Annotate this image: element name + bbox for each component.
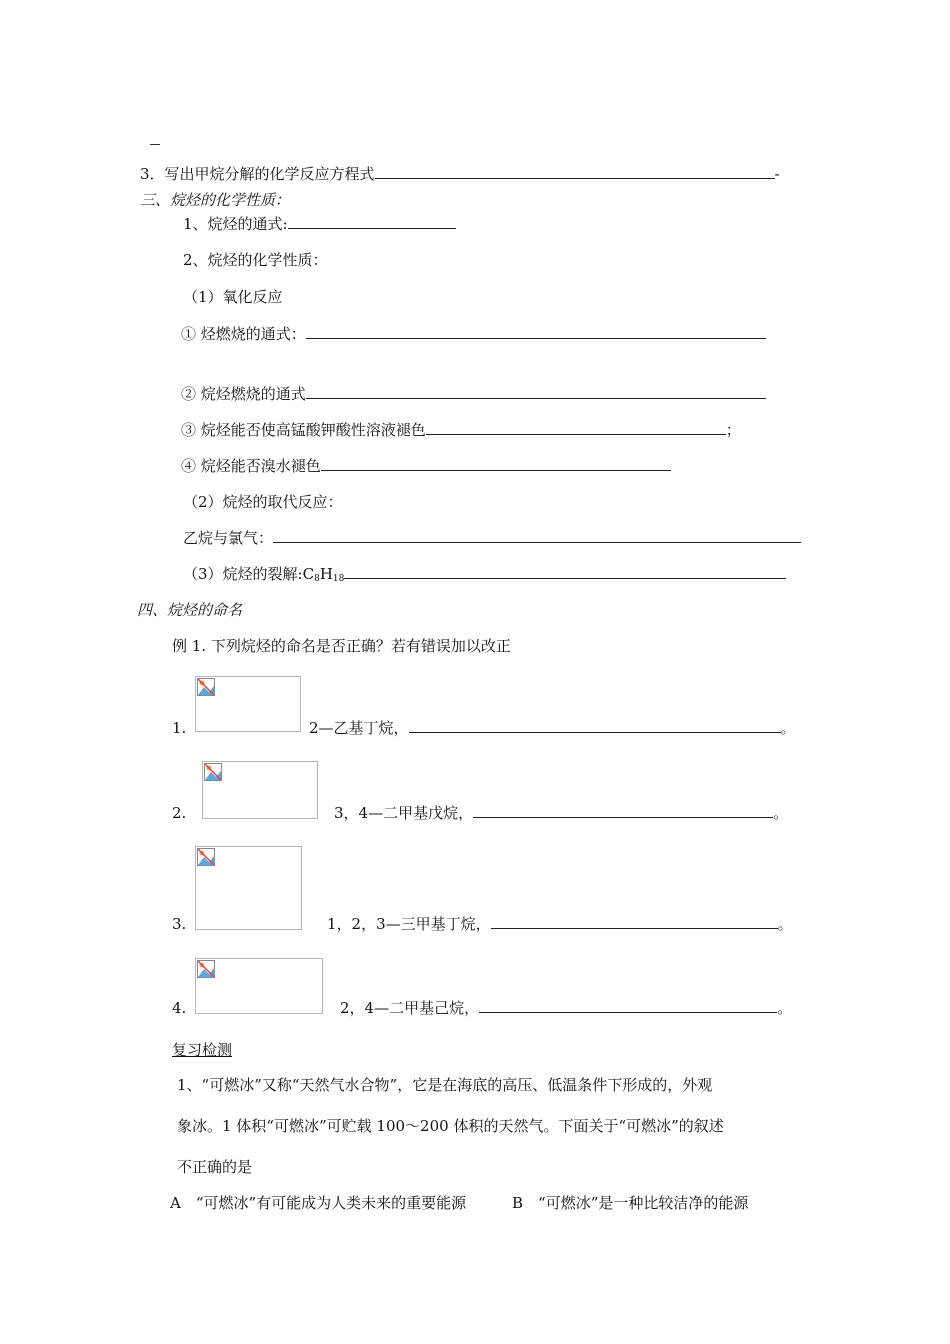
cracking-question (183, 564, 786, 589)
broken-image-icon (197, 960, 215, 978)
given-name: 1，2，3—三甲基丁烷， (327, 915, 491, 933)
hydrogen-symbol: H (319, 565, 333, 583)
kmno4-question (181, 420, 741, 440)
answer-blank[interactable] (491, 914, 778, 929)
given-name: 2，4—二甲基己烷， (340, 999, 480, 1017)
period: 。 (780, 719, 796, 737)
naming-item-3-answer (327, 914, 793, 934)
end-mark: - (774, 165, 780, 183)
review-q1-line2: 象冰。1 体积“可燃冰”可贮载 100～200 体积的天然气。下面关于“可燃冰”的叙述 (177, 1117, 724, 1135)
item-number: 4. (172, 999, 187, 1017)
question-3-text: 3．写出甲烷分解的化学反应方程式 (140, 165, 375, 183)
answer-blank[interactable] (426, 420, 726, 435)
naming-item-4-answer (340, 998, 792, 1018)
substitution-label: （2）烷烃的取代反应： (183, 493, 343, 511)
oxidation-label: （1）氧化反应 (183, 288, 283, 306)
subscript-8: 8 (314, 574, 320, 584)
naming-item-2-answer (334, 803, 788, 823)
naming-item-3 (172, 914, 186, 934)
example-1: 例 1. 下列烷烃的命名是否正确？若有错误加以改正 (172, 637, 511, 655)
period: 。 (777, 915, 793, 933)
broken-image-icon (197, 848, 215, 866)
review-q1-line1: 1、“可燃冰”又称“天然气水合物”，它是在海底的高压、低温条件下形成的，外观 (177, 1076, 713, 1094)
naming-item-4 (172, 998, 186, 1018)
combustion-alkane-label: ② 烷烃燃烧的通式 (181, 385, 306, 403)
answer-blank[interactable] (306, 324, 766, 339)
answer-blank[interactable] (273, 528, 801, 543)
period: 。 (773, 804, 789, 822)
question-3 (140, 164, 780, 184)
naming-item-1-answer (309, 718, 796, 738)
answer-blank[interactable] (375, 164, 775, 179)
bromine-label: ④ 烷烃能否溴水褪色 (181, 457, 321, 475)
ethane-chlorine (183, 528, 801, 548)
semicolon: ； (725, 421, 741, 439)
broken-image-icon (197, 678, 215, 696)
answer-blank[interactable] (479, 998, 777, 1013)
chemical-properties-label: 2、烷烃的化学性质： (183, 251, 328, 269)
period: 。 (777, 999, 793, 1017)
structure-image-1 (195, 676, 301, 732)
given-name: 2—乙基丁烷， (309, 719, 409, 737)
structure-image-4 (195, 958, 323, 1014)
answer-blank[interactable] (344, 564, 786, 579)
broken-image-icon (204, 763, 222, 781)
stray-dash (150, 144, 160, 145)
structure-image-3 (195, 846, 302, 930)
option-a[interactable]: A “可燃冰”有可能成为人类未来的重要能源 (170, 1194, 467, 1212)
naming-item-1 (172, 718, 186, 738)
bromine-question (181, 456, 671, 476)
review-heading: 复习检测 (172, 1041, 233, 1059)
option-b[interactable]: B “可燃冰”是一种比较洁净的能源 (512, 1194, 749, 1212)
given-name: 3，4—二甲基戊烷， (334, 804, 474, 822)
general-formula-question (183, 214, 456, 234)
item-number: 3. (172, 915, 187, 933)
item-number: 2. (172, 804, 187, 822)
section-3-heading: 三、烷烃的化学性质： (140, 191, 291, 209)
section-4-heading: 四、烷烃的命名 (137, 601, 243, 619)
answer-blank[interactable] (306, 384, 766, 399)
combustion-hydrocarbon (181, 324, 766, 344)
answer-blank[interactable] (288, 214, 456, 229)
kmno4-label: ③ 烷烃能否使高锰酸钾酸性溶液褪色 (181, 421, 426, 439)
cracking-prefix: （3）烷烃的裂解:C (183, 565, 315, 583)
item-number: 1. (172, 719, 187, 737)
general-formula-label: 1、烷烃的通式: (183, 215, 288, 233)
combustion-hydrocarbon-label: ① 烃燃烧的通式： (181, 325, 306, 343)
structure-image-2 (202, 761, 318, 819)
answer-blank[interactable] (321, 456, 671, 471)
combustion-alkane (181, 384, 766, 404)
naming-item-2 (172, 803, 186, 823)
ethane-chlorine-label: 乙烷与氯气： (183, 529, 274, 547)
answer-blank[interactable] (409, 718, 781, 733)
subscript-18: 18 (332, 574, 345, 584)
review-q1-line3: 不正确的是 (177, 1158, 253, 1176)
answer-blank[interactable] (473, 803, 773, 818)
